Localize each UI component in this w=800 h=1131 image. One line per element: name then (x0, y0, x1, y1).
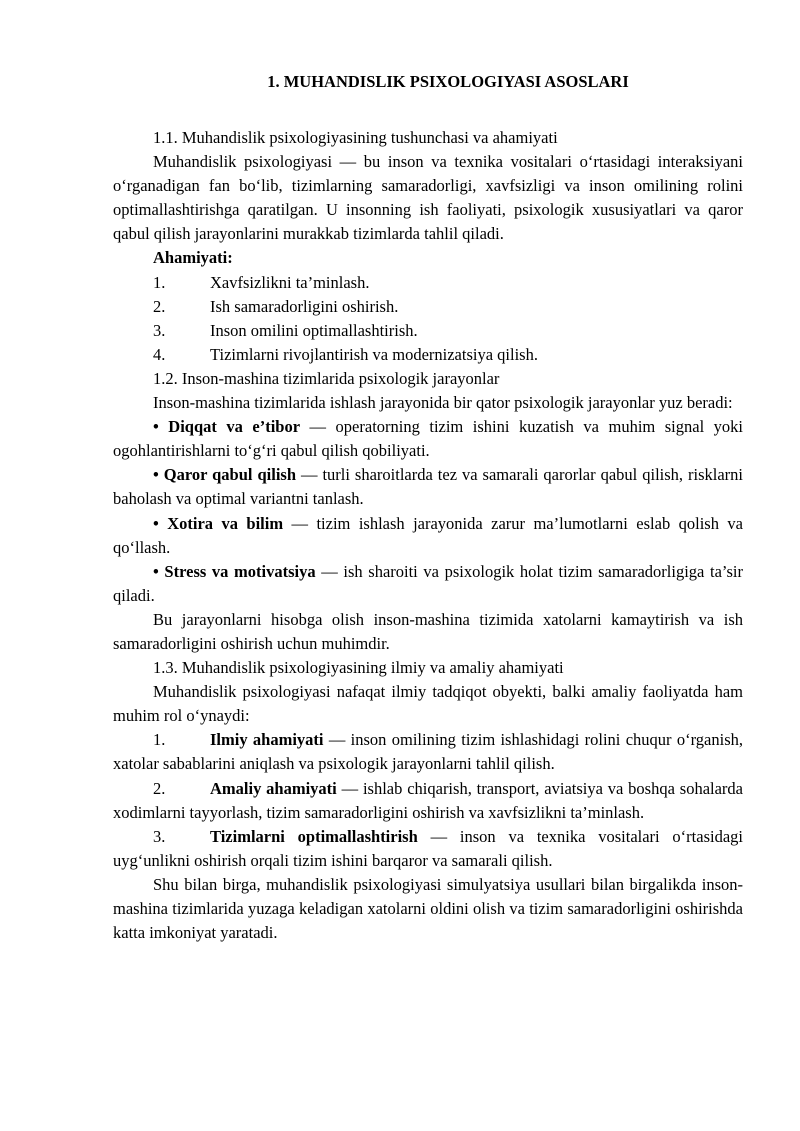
bullet-text: — operatorning tizim ishini kuzatish va muhim signal yoki ogohlantirishlarni to‘g‘ri qabul qilish qobiliyati. (113, 417, 744, 461)
bullet-marker: • (153, 465, 159, 485)
list-item (113, 319, 743, 343)
list-term: Ilmiy ahamiyati (210, 730, 324, 750)
section-1-1-paragraph: Muhandislik psixologiyasi — bu inson va texnika vositalari o‘rtasidagi interaksiyani o‘rganadigan fan bo‘lib, tizimlarning samaradorligi, xavfsizligi va inson omilining rolini optimallashtirishga qaratilgan. U insonning ish faoliyati, psixologik xususiyatlari va qaror qabul qilish jarayonlarini murakkab tizimlarda tahlil qiladi. (113, 152, 743, 244)
list-number: 4. (153, 344, 166, 364)
list-number: 3. (153, 320, 166, 340)
list-number: 1. (153, 272, 166, 292)
section-1-2-summary: Bu jarayonlarni hisobga olish inson-mashina tizimida xatolarni kamaytirish va ish samaradorligini oshirish uchun muhimdir. (113, 609, 743, 653)
numbered-paragraph (113, 728, 743, 776)
list-number: 2. (153, 296, 166, 316)
bullet-marker: • (153, 417, 159, 437)
numbered-paragraph (113, 777, 743, 825)
list-number: 1. (153, 730, 166, 750)
list-item (113, 271, 743, 295)
document-page (113, 70, 743, 945)
list-text: Ish samaradorligini oshirish. (210, 296, 399, 316)
list-text: Tizimlarni rivojlantirish va modernizatsiya qilish. (210, 344, 538, 364)
bullet-item (113, 463, 743, 511)
list-item (113, 295, 743, 319)
list-text: Xavfsizlikni ta’minlash. (210, 272, 370, 292)
bullet-term: Stress va motivatsiya (164, 561, 316, 581)
page-title: 1. MUHANDISLIK PSIXOLOGIYASI ASOSLARI (267, 72, 629, 91)
bullet-marker: • (153, 513, 159, 533)
section-1-3-paragraph: Muhandislik psixologiyasi nafaqat ilmiy tadqiqot obyekti, balki amaliy faoliyatda ham muhim rol o‘ynaydi: (113, 682, 743, 726)
list-text: — inson omilining tizim ishlashidagi rolini chuqur o‘rganish, xatolar sabablarini aniqlash va psixologik jarayonlarni tahlil qilish. (113, 730, 743, 774)
list-number: 2. (153, 778, 166, 798)
bullet-text: — turli sharoitlarda tez va samarali qarorlar qabul qilish, risklarni baholash va optimal variantni tanlash. (113, 465, 744, 509)
list-term: Tizimlarni optimallashtirish (210, 826, 418, 846)
bullet-term: Qaror qabul qilish (163, 465, 296, 485)
list-text: Inson omilini optimallashtirish. (210, 320, 418, 340)
bullet-term: Diqqat va e’tibor (168, 417, 301, 437)
bullet-text: — ish sharoiti va psixologik holat tizim samaradorligiga ta’sir qiladi. (113, 561, 744, 605)
list-text: — inson va texnika vositalari o‘rtasidagi uyg‘unlikni oshirish orqali tizim ishini barqaror va samarali qilish. (113, 826, 743, 870)
section-1-2-paragraph: Inson-mashina tizimlarida ishlash jarayonida bir qator psixologik jarayonlar yuz beradi: (153, 393, 733, 413)
list-term: Amaliy ahamiyati (210, 778, 337, 798)
ahamiyati-label: Ahamiyati: (153, 248, 233, 268)
bullet-item (113, 560, 743, 608)
list-item (113, 343, 743, 367)
section-1-1-heading: 1.1. Muhandislik psixologiyasining tushunchasi va ahamiyati (153, 128, 558, 147)
bullet-item (113, 415, 743, 463)
bullet-marker: • (153, 561, 159, 581)
list-text: — ishlab chiqarish, transport, aviatsiya va boshqa sohalarda xodimlarni tayyorlash, tizim samaradorligini oshirish va xavfsizlikni ta’minlash. (113, 778, 743, 822)
bullet-item (113, 512, 743, 560)
section-1-2-heading: 1.2. Inson-mashina tizimlarida psixologik jarayonlar (153, 368, 500, 388)
conclusion-paragraph: Shu bilan birga, muhandislik psixologiyasi simulyatsiya usullari bilan birgalikda inson-mashina tizimlarida yuzaga keladigan xatolarni oldini olish va tizim samaradorligini oshirishda katta imkoniyat yaratadi. (113, 874, 743, 943)
numbered-paragraph (113, 825, 743, 873)
section-1-3-heading: 1.3. Muhandislik psixologiyasining ilmiy va amaliy ahamiyati (153, 658, 564, 678)
list-number: 3. (153, 826, 166, 846)
bullet-term: Xotira va bilim (167, 513, 284, 533)
bullet-text: — tizim ishlash jarayonida zarur ma’lumotlarni eslab qolish va qo‘llash. (113, 513, 743, 557)
